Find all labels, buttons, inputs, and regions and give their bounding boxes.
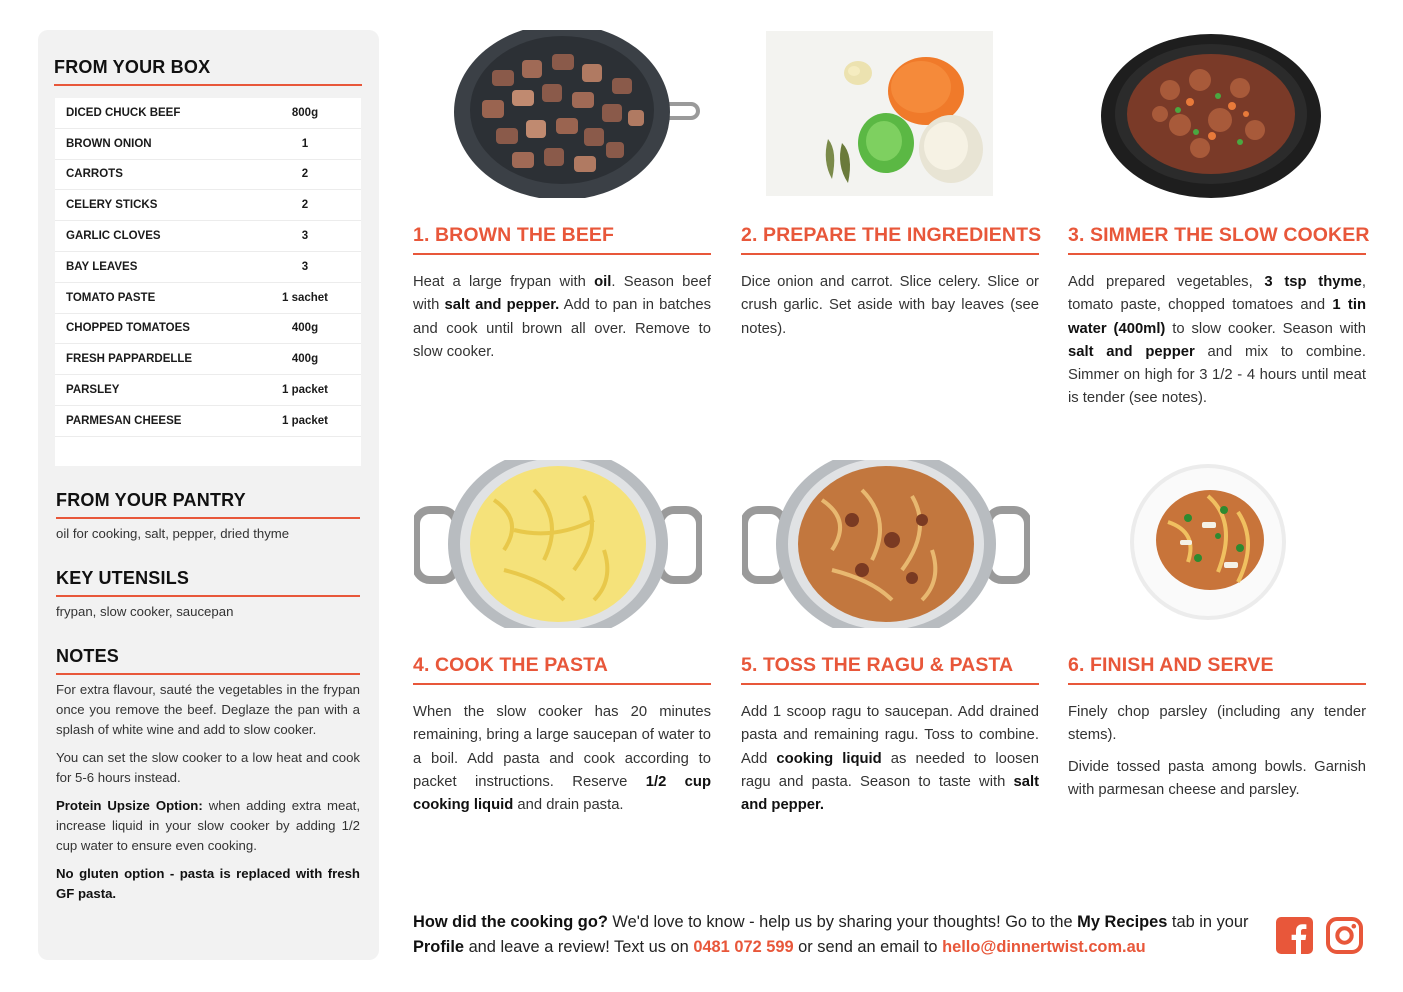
emphasis: 3 tsp thyme <box>1264 274 1362 290</box>
utensils-list: frypan, slow cooker, saucepan <box>56 604 234 619</box>
text: Heat a large frypan with <box>413 274 595 290</box>
emphasis: 1/2 cup cooking liquid <box>413 773 711 814</box>
facebook-icon[interactable] <box>1276 917 1313 954</box>
brown-beef-photo <box>452 30 704 198</box>
text: and mix to combine. Simmer on high for 3 1/2 - 4 hours until meat is tender (see notes). <box>1068 343 1366 407</box>
ingredient-qty: 400g <box>291 322 319 335</box>
ingredient-name: CHOPPED TOMATOES <box>66 322 190 335</box>
ingredient-name: BAY LEAVES <box>66 260 138 273</box>
text: to slow cooker. Season with <box>1165 320 1367 337</box>
my-recipes-label: My Recipes <box>1077 913 1168 931</box>
email-link[interactable]: hello@dinnertwist.com.au <box>942 938 1146 956</box>
step-4-title: 4. COOK THE PASTA <box>413 654 711 685</box>
note-gluten-text: No gluten option - pasta is replaced with fresh GF pasta. <box>56 866 360 901</box>
note-protein-label: Protein Upsize Option: <box>56 798 203 813</box>
ingredient-row <box>55 252 361 283</box>
step-4 <box>413 654 711 817</box>
emphasis: salt and pepper. <box>741 773 1039 814</box>
notes-body <box>56 680 360 912</box>
emphasis: salt and pepper <box>1068 343 1195 360</box>
ingredient-qty: 800g <box>291 106 319 119</box>
text: Add to pan in batches and cook until brown all over. Remove to slow cooker. <box>413 297 711 360</box>
ingredient-row <box>55 160 361 191</box>
ingredient-row <box>55 129 361 160</box>
ingredient-name: BROWN ONION <box>66 137 152 150</box>
ingredient-qty: 1 packet <box>281 384 329 397</box>
ingredients-sidebar <box>38 30 379 960</box>
step-3-text <box>1068 271 1366 411</box>
instagram-icon[interactable] <box>1326 917 1363 954</box>
text: We'd love to know - help us by sharing your thoughts! Go to the <box>607 913 1078 931</box>
cook-pasta-photo <box>414 460 702 628</box>
text: tab in your <box>1167 913 1249 931</box>
ingredient-row <box>55 190 361 221</box>
ingredient-qty: 1 packet <box>281 414 329 427</box>
ingredient-row <box>55 406 361 437</box>
ingredient-name: DICED CHUCK BEEF <box>66 106 181 119</box>
ingredient-row <box>55 221 361 252</box>
ingredients-table <box>55 98 361 466</box>
text: Add 1 scoop ragu to saucepan. Add drained pasta and remaining ragu. Toss to combine. Add <box>741 704 1039 767</box>
feedback-question: How did the cooking go? <box>413 913 608 931</box>
ingredient-row <box>55 344 361 375</box>
pantry-items: oil for cooking, salt, pepper, dried thyme <box>56 526 290 541</box>
ingredient-qty: 2 <box>301 199 309 212</box>
text: or send an email to <box>793 938 943 956</box>
note-gluten-free <box>56 864 360 904</box>
step-2-title: 2. PREPARE THE INGREDIENTS <box>741 224 1039 255</box>
toss-ragu-photo <box>742 460 1030 628</box>
from-your-box-heading: FROM YOUR BOX <box>54 57 362 86</box>
step-2 <box>741 224 1042 341</box>
note-protein-text: when adding extra meat, increase liquid in your slow cooker by adding 1/2 cup water to ensure even cooking. <box>56 798 360 853</box>
note-low-heat: You can set the slow cooker to a low heat and cook for 5-6 hours instead. <box>56 750 360 785</box>
feedback-footer <box>413 910 1263 960</box>
step-6-title: 6. FINISH AND SERVE <box>1068 654 1366 685</box>
ingredient-row <box>55 283 361 314</box>
emphasis: 1 tin water (400ml) <box>1068 297 1366 337</box>
ingredient-name: CARROTS <box>66 168 123 181</box>
ingredient-qty: 400g <box>291 353 319 366</box>
note-protein-upsize <box>56 796 360 856</box>
key-utensils-heading: KEY UTENSILS <box>56 568 360 597</box>
ingredient-qty: 2 <box>301 168 309 181</box>
step-3-title: 3. SIMMER THE SLOW COOKER <box>1068 224 1366 255</box>
ingredient-row <box>55 314 361 345</box>
step-4-text <box>413 701 711 817</box>
ingredient-qty: 3 <box>301 260 309 273</box>
prepared-ingredients-photo <box>766 31 993 196</box>
finished-dish-photo <box>1128 462 1288 622</box>
ingredient-name: FRESH PAPPARDELLE <box>66 353 193 366</box>
text: When the slow cooker has 20 minutes remaining, bring a large saucepan of water to a boil. Add pasta and cook according to packet instructions. Reserve <box>413 704 711 790</box>
step-6-paragraph-2: Divide tossed pasta among bowls. Garnish with parmesan cheese and parsley. <box>1068 758 1366 798</box>
step-6 <box>1068 654 1366 810</box>
note-flavour: For extra flavour, sauté the vegetables in the frypan once you remove the beef. Deglaze the pan with a splash of white wine and add to slow cooker. <box>56 682 360 737</box>
ingredient-qty: 1 <box>301 137 309 150</box>
step-5-text <box>741 701 1039 817</box>
profile-label: Profile <box>413 938 465 956</box>
text: , tomato paste, chopped tomatoes and <box>1068 274 1367 314</box>
step-3 <box>1068 224 1370 411</box>
step-1-title: 1. BROWN THE BEEF <box>413 224 711 255</box>
step-2-text: Dice onion and carrot. Slice celery. Slice or crush garlic. Set aside with bay leaves (see notes). <box>741 274 1039 337</box>
emphasis: oil <box>594 274 612 290</box>
step-6-text <box>1068 701 1366 802</box>
text: and leave a review! Text us on <box>464 938 694 956</box>
emphasis: cooking liquid <box>776 750 882 767</box>
phone-link[interactable]: 0481 072 599 <box>693 938 794 956</box>
ingredient-qty: 1 sachet <box>281 291 329 304</box>
from-your-pantry-heading: FROM YOUR PANTRY <box>56 490 360 519</box>
text: and drain pasta. <box>513 797 624 814</box>
notes-heading: NOTES <box>56 646 360 675</box>
step-5 <box>741 654 1039 817</box>
ingredient-name: TOMATO PASTE <box>66 291 156 304</box>
text: as needed to loosen ragu and pasta. Season to taste with <box>741 750 1039 790</box>
step-5-title: 5. TOSS THE RAGU & PASTA <box>741 654 1039 685</box>
slow-cooker-photo <box>1100 30 1322 200</box>
ingredient-row <box>55 98 361 129</box>
step-1-text <box>413 271 711 364</box>
step-1 <box>413 224 711 364</box>
ingredient-name: PARSLEY <box>66 384 120 397</box>
ingredient-qty: 3 <box>301 230 309 243</box>
text: . Season beef with <box>413 274 711 314</box>
step-6-paragraph-1: Finely chop parsley (including any tender stems). <box>1068 704 1366 744</box>
text: Add prepared vegetables, <box>1068 274 1265 290</box>
ingredient-name: CELERY STICKS <box>66 199 158 212</box>
ingredient-row <box>55 375 361 406</box>
emphasis: salt and pepper. <box>444 297 560 314</box>
ingredient-name: PARMESAN CHEESE <box>66 414 182 427</box>
ingredient-name: GARLIC CLOVES <box>66 230 161 243</box>
